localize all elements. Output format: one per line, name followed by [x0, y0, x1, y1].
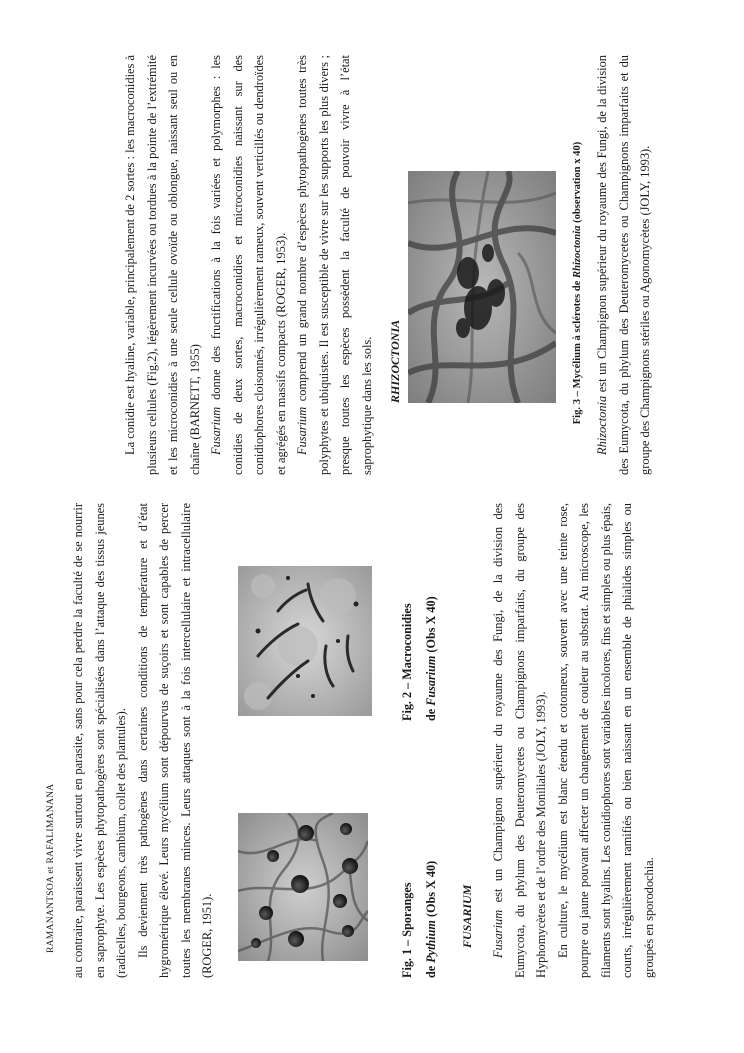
- section-heading-rhizoctonia: RHIZOCTONIA: [388, 319, 402, 403]
- paragraph-fructifications: Fusarium donne des fructifications à la fois variées et polymorphes : les conidies de deux sortes, macroconidies et microconidies naissant sur des conidiophores cloisonnés, irrégulièrement rameux, souvent verticillés ou dendroïdes et agrégés en massifs compacts (ROGER, 1953).: [209, 55, 288, 475]
- right-column-bottom-text: [592, 55, 657, 475]
- figure-1-pythium-micrograph: [238, 813, 368, 961]
- figure-3-caption: Fig. 3 – Mycélium à sclérotes de Rhizoctonia (observation x 40): [572, 141, 583, 425]
- micrograph-image: [238, 566, 372, 716]
- figure-1-caption-line2: de Pythium (Obs X 40): [424, 860, 438, 978]
- paragraph-intro: au contraire, paraissent vivre surtout en parasite, sans pour cela perdre la faculté de se nourrir en saprophyte. Les espèces phytopathogères sont spécialisées dans l’attaque des tissus jeunes (radicelles, bourgeons, cambium, collet des plantules).: [71, 503, 128, 978]
- section-heading-fusarium: FUSARIUM: [460, 884, 474, 948]
- taxon-rhizoctonia: Rhizoctonia: [595, 395, 609, 455]
- taxon-rhizoctonia: Rhizoctonia: [572, 225, 583, 278]
- paragraph-fusarium-culture: En culture, le mycélium est blanc étendu et cotonneux, souvent avec une teinte rose, pourpre ou jaune pouvant affecter un changement de couleur au substrat. Au microscope, les filaments sont hyalins. Les conidiophores sont variables incolores, fins et simples ou plus épais, courts, irrégulièrement ramifiés ou bien naissant en un ensemble de phialides simples ou groupés en sporodochia.: [555, 503, 656, 978]
- paragraph-rhizoctonia-definition: Rhizoctonia est un Champignon supérieur du royaume des Fungi, de la division des Eumycota, du phylum des Deuteromycetes ou Champignons imparfaits et du groupe des Champignons stériles ou Agonomycètes (JOLY, 1993).: [595, 55, 652, 475]
- left-column-bottom-text: [488, 503, 660, 978]
- running-head: RAMANANTSOA et RAFALIMANANA: [46, 783, 56, 953]
- paragraph-pathogenic: Ils deviennent très pathogènes dans certaines conditions de température et d’état hygrométrique élevé. Leurs mycélium sont dépourvus de suçoirs et sont capables de percer toutes les membranes minces. Leurs attaques sont à la fois intercellulaire et intracellulaire (ROGER, 1951).: [135, 503, 214, 978]
- right-column-top-text: [120, 55, 378, 475]
- taxon-fusarium: Fusarium: [295, 406, 309, 455]
- figure-3-rhizoctonia-micrograph: [408, 171, 556, 403]
- micrograph-image: [238, 813, 368, 961]
- left-column-top-text: [68, 503, 219, 978]
- figure-1-caption-line1: Fig. 1 – Sporanges: [400, 882, 414, 978]
- paragraph-fusarium-definition: Fusarium est un Champignon supérieur du royaume des Fungi, de la division des Eumycota, du phylum des Deuteromycetes ou Champignons imparfaits, du groupe des Hyphomycètes et de l’ordre des Moniliales (JOLY, 1993).: [491, 503, 548, 978]
- figure-1-caption: [395, 778, 443, 978]
- figure-2-caption: [395, 501, 443, 721]
- figure-2-caption-line1: Fig. 2 – Macroconidies: [400, 603, 414, 721]
- taxon-pythium: Pythium: [424, 920, 438, 963]
- paragraph-conidie: La conidie est hyaline, variable, principalement de 2 sortes : les macroconidies à plusieurs cellules (Fig.2), légèrement incurvées ou tordues à la pointe de l’extrémité et les microconidies à une seule cellule ovoïde ou oblongue, naissant seul ou en chaîne (BARNETT, 1955): [123, 55, 202, 475]
- figure-2-fusarium-micrograph: [238, 566, 372, 716]
- micrograph-image: [408, 171, 556, 403]
- taxon-fusarium: Fusarium: [424, 655, 438, 706]
- paragraph-pathogenic-species: Fusarium comprend un grand nombre d’espèces phytopathogènes toutes très polyphytes et ubiquistes. Il est susceptible de vivre sur les supports les plus divers ; presque toutes les espèces possèdent la faculté de pouvoir vivre à l’état saprophytique dans les sols.: [295, 55, 374, 475]
- taxon-fusarium: Fusarium: [491, 909, 505, 958]
- figure-2-caption-line2: de Fusarium (Obs X 40): [424, 596, 438, 721]
- taxon-fusarium: Fusarium: [209, 406, 223, 455]
